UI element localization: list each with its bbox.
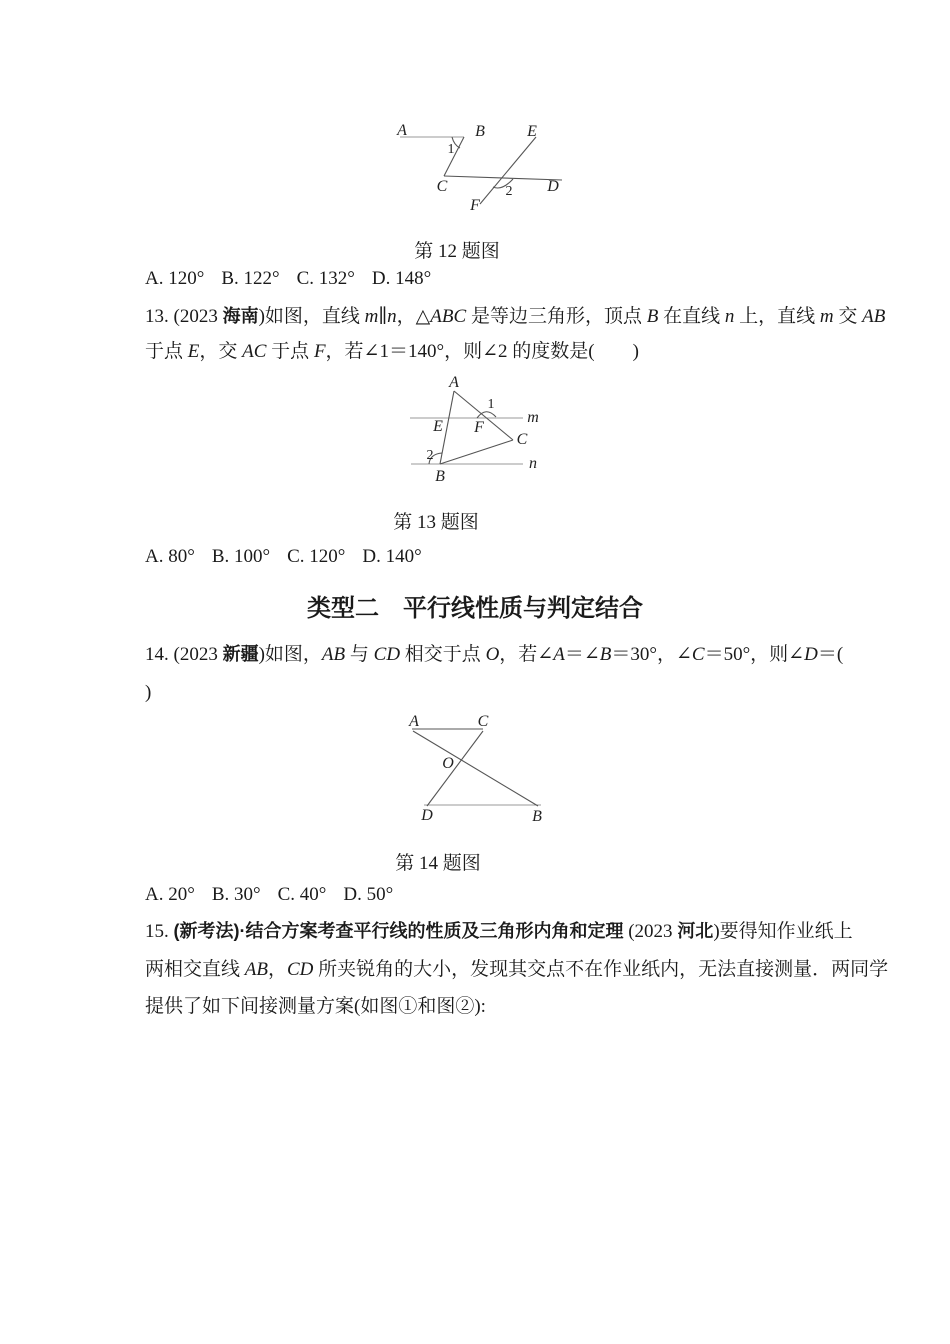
option-12-D: D. 148° [371, 268, 432, 289]
fig13-angle2-label: 2 [426, 448, 434, 463]
fig12-label-F: F [470, 197, 480, 214]
fig13-label-m: m [527, 409, 539, 426]
option-14-D: D. 50° [343, 884, 394, 905]
fig13-label-E: E [433, 418, 443, 435]
question-15-text-line3: 提供了如下间接测量方案(如图①和图②): [145, 996, 486, 1017]
fig14-label-C: C [477, 713, 489, 730]
question-14-text-line2: ) [145, 682, 152, 703]
question-15-text-line1: 15. (新考法)·结合方案考查平行线的性质及三角形内角和定理 (2023 河北)要得知作业纸上 [145, 921, 853, 942]
fig12-label-B: B [475, 123, 485, 140]
option-14-C: C. 40° [277, 884, 327, 905]
fig12-label-C: C [436, 178, 448, 195]
fig12-label-D: D [547, 178, 559, 195]
figure-14-caption: 第 14 题图 [395, 853, 481, 874]
option-14-B: B. 30° [211, 884, 261, 905]
question-12-options [145, 268, 431, 290]
fig14-label-D: D [421, 807, 433, 824]
section-heading-type2: 类型二 平行线性质与判定结合 [307, 595, 643, 622]
fig14-label-B: B [532, 808, 542, 825]
question-13-text-line1: 13. (2023 海南)如图，直线 m∥n，△ABC 是等边三角形，顶点 B 在直线 n 上，直线 m 交 AB [145, 306, 886, 327]
question-14-figure [395, 705, 555, 830]
fig12-label-E: E [527, 123, 537, 140]
fig12-angle1-label: 1 [447, 142, 455, 157]
fig13-label-C: C [516, 431, 528, 448]
option-13-A: A. 80° [145, 546, 195, 567]
option-13-C: C. 120° [287, 546, 346, 567]
option-14-A: A. 20° [145, 884, 195, 905]
fig13-label-n: n [529, 455, 537, 472]
fig14-label-A: A [409, 713, 419, 730]
figure-13-caption: 第 13 题图 [393, 512, 479, 533]
question-13-text-line2: 于点 E，交 AC 于点 F，若∠1＝140°，则∠2 的度数是( ) [145, 341, 639, 362]
option-12-A: A. 120° [145, 268, 205, 289]
fig13-side-BC [440, 440, 513, 464]
fig13-angle1-label: 1 [487, 397, 495, 412]
question-13-options [145, 546, 422, 568]
fig13-label-F: F [474, 419, 484, 436]
fig14-line-AB [413, 731, 538, 806]
question-15-text-line2: 两相交直线 AB，CD 所夹锐角的大小，发现其交点不在作业纸内，无法直接测量．两同学 [145, 959, 889, 980]
fig12-angle2-label: 2 [505, 184, 513, 199]
question-14-options [145, 884, 393, 906]
question-12-figure [385, 110, 575, 220]
option-12-C: C. 132° [296, 268, 355, 289]
figure-12-caption: 第 12 题图 [414, 241, 500, 262]
question-13-figure [400, 375, 550, 490]
option-12-B: B. 122° [221, 268, 280, 289]
fig14-label-O: O [442, 755, 454, 772]
question-14-text-line1: 14. (2023 新疆)如图，AB 与 CD 相交于点 O，若∠A＝∠B＝30°，∠C＝50°，则∠D＝( [145, 644, 844, 665]
fig12-label-A: A [397, 122, 407, 139]
option-13-B: B. 100° [211, 546, 271, 567]
fig13-label-B: B [435, 468, 445, 485]
option-13-D: D. 140° [362, 546, 422, 567]
fig13-label-A: A [449, 375, 459, 391]
